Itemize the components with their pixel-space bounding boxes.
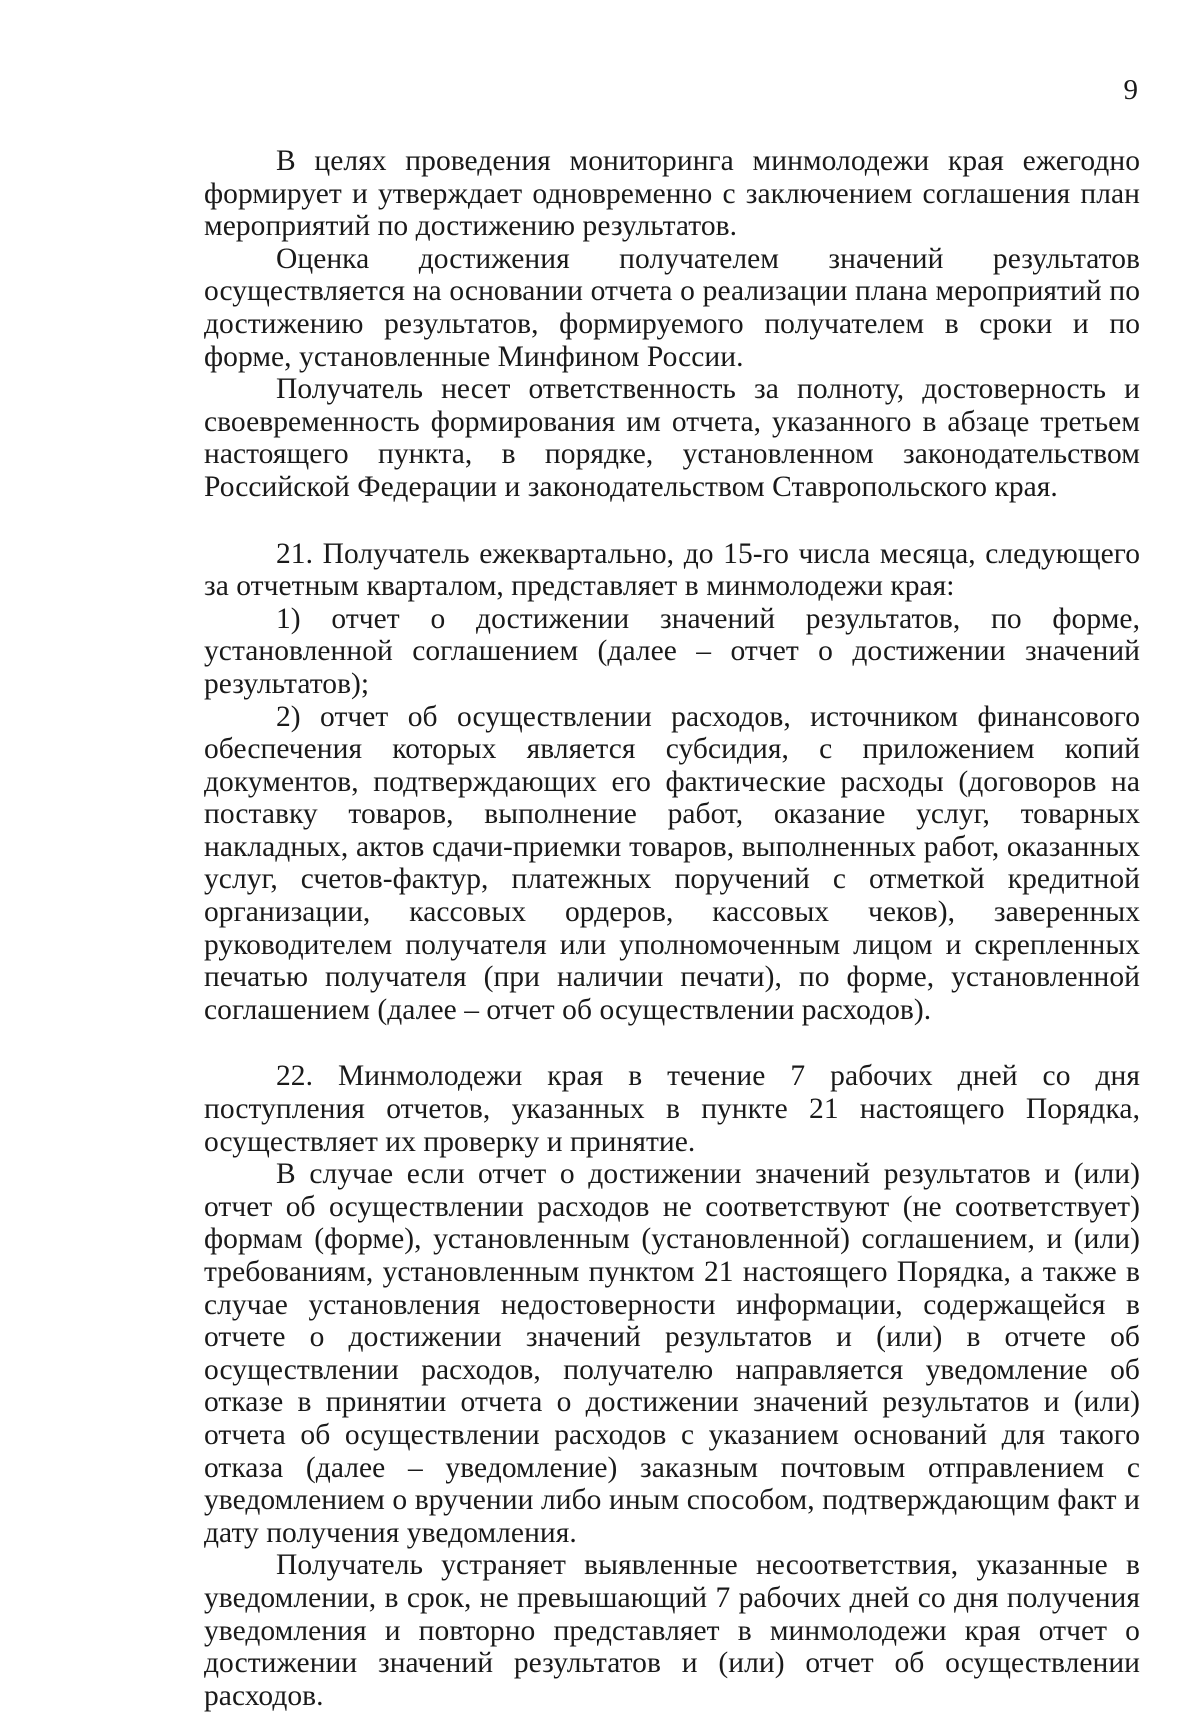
document-body [204, 145, 1140, 1712]
paragraph-monitoring-plan: В целях проведения мониторинга минмолодежи края ежегодно формирует и утверждает одновременно с заключением соглашения план мероприятий по достижению результатов. [204, 145, 1140, 243]
paragraph-refusal-notice: В случае если отчет о достижении значений результатов и (или) отчет об осуществлении расходов не соответствуют (не соответствует) формам (форме), установленным (установленной) соглашением, и (или) требованиям, установленным пунктом 21 настоящего Порядка, а также в случае установления недостоверности информации, содержащейся в отчете о достижении значений результатов и (или) в отчете об осуществлении расходов, получателю направляется уведомление об отказе в принятии отчета о достижении значений результатов и (или) отчета об осуществлении расходов с указанием оснований для такого отказа (далее – уведомление) заказным почтовым отправлением с уведомлением о вручении либо иным способом, подтверждающим факт и дату получения уведомления. [204, 1158, 1140, 1549]
paragraph-results-assessment: Оценка достижения получателем значений результатов осуществляется на основании отчета о реализации плана мероприятий по достижению результатов, формируемого получателем в сроки и по форме, установленные Минфином России. [204, 242, 1140, 373]
paragraph-clause-21-item-2: 2) отчет об осуществлении расходов, источником финансового обеспечения которых является субсидия, с приложением копий документов, подтверждающих его фактические расходы (договоров на поставку товаров, выполнение работ, оказание услуг, товарных накладных, актов сдачи-приемки товаров, выполненных работ, оказанных услуг, счетов-фактур, платежных поручений с отметкой кредитной организации, кассовых ордеров, кассовых чеков), заверенных руководителем получателя или уполномоченным лицом и скрепленных печатью получателя (при наличии печати), по форме, установленной соглашением (далее – отчет об осуществлении расходов). [204, 700, 1140, 1026]
paragraph-recipient-responsibility: Получатель несет ответственность за полноту, достоверность и своевременность формирования им отчета, указанного в абзаце третьем настоящего пункта, в порядке, установленном законодательством Российской Федерации и законодательством Ставропольского края. [204, 373, 1140, 503]
paragraph-clause-22: 22. Минмолодежи края в течение 7 рабочих дней со дня поступления отчетов, указанных в пункте 21 настоящего Порядка, осуществляет их проверку и принятие. [204, 1060, 1140, 1158]
paragraph-clause-21: 21. Получатель ежеквартально, до 15-го числа месяца, следующего за отчетным кварталом, представляет в минмолодежи края: [204, 537, 1140, 603]
paragraph-clause-21-item-1: 1) отчет о достижении значений результатов, по форме, установленной соглашением (далее – отчет о достижении значений результатов); [204, 602, 1140, 700]
paragraph-resubmission: Получатель устраняет выявленные несоответствия, указанные в уведомлении, в срок, не превышающий 7 рабочих дней со дня получения уведомления и повторно представляет в минмолодежи края отчет о достижении значений результатов и (или) отчет об осуществлении расходов. [204, 1549, 1140, 1712]
page-number: 9 [1123, 74, 1138, 106]
